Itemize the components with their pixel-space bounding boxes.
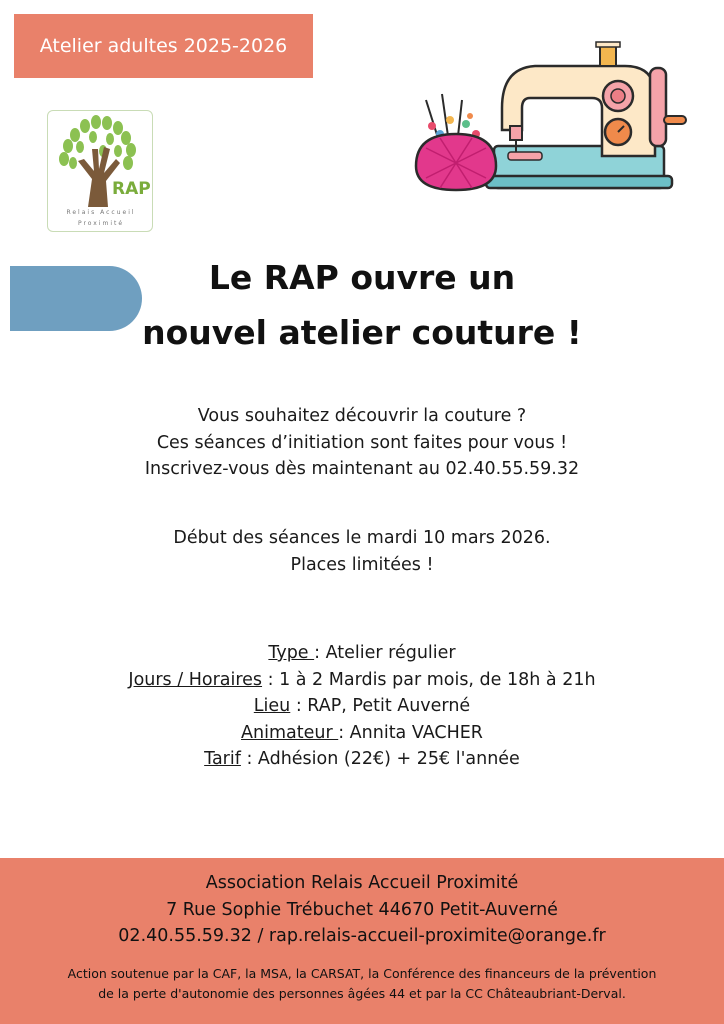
logo-name: RAP [112, 179, 151, 199]
start-info [62, 525, 662, 578]
footer [0, 858, 724, 1024]
support-text: Action soutenue par la CAF, la MSA, la CARSAT, la Conférence des financeurs de la prévention de la perte d'autonomie des personnes âgées 44 et par la CC Châteaubriant-Derval. [67, 966, 657, 1001]
places-note: Places limitées ! [290, 554, 434, 575]
address: 7 Rue Sophie Trébuchet 44670 Petit-Auverné [166, 899, 558, 920]
intro-line: Ces séances d’initiation sont faites pour vous ! [156, 432, 568, 453]
intro-line: Vous souhaitez découvrir la couture ? [197, 406, 527, 426]
page-title: Le RAP ouvre un nouvel atelier couture ! [142, 258, 582, 352]
detail-place: Lieu : RAP, Petit Auverné [253, 696, 471, 716]
detail-price: Tarif : Adhésion (22€) + 25€ l'année [204, 749, 520, 769]
detail-type: Type : Atelier régulier [268, 643, 456, 663]
intro-text [62, 403, 662, 483]
phone-email: 02.40.55.59.32 / rap.relais-accueil-proximite@orange.fr [118, 926, 606, 946]
start-date: Début des séances le mardi 10 mars 2026. [173, 528, 551, 548]
detail-schedule: Jours / Horaires : 1 à 2 Mardis par mois, de 18h à 21h [128, 669, 596, 690]
sewing-machine-icon [410, 38, 692, 198]
footer-contact [0, 870, 724, 950]
details-list [112, 640, 612, 773]
logo-tagline: Relais Accueil Proximité [66, 209, 136, 227]
intro-line: Inscrivez-vous dès maintenant au 02.40.55.59.32 [144, 459, 580, 479]
detail-host: Animateur : Annita VACHER [241, 722, 483, 743]
year-badge: Atelier adultes 2025-2026 [14, 14, 313, 78]
org-name: Association Relais Accueil Proximité [205, 873, 519, 893]
rap-logo [47, 110, 153, 232]
